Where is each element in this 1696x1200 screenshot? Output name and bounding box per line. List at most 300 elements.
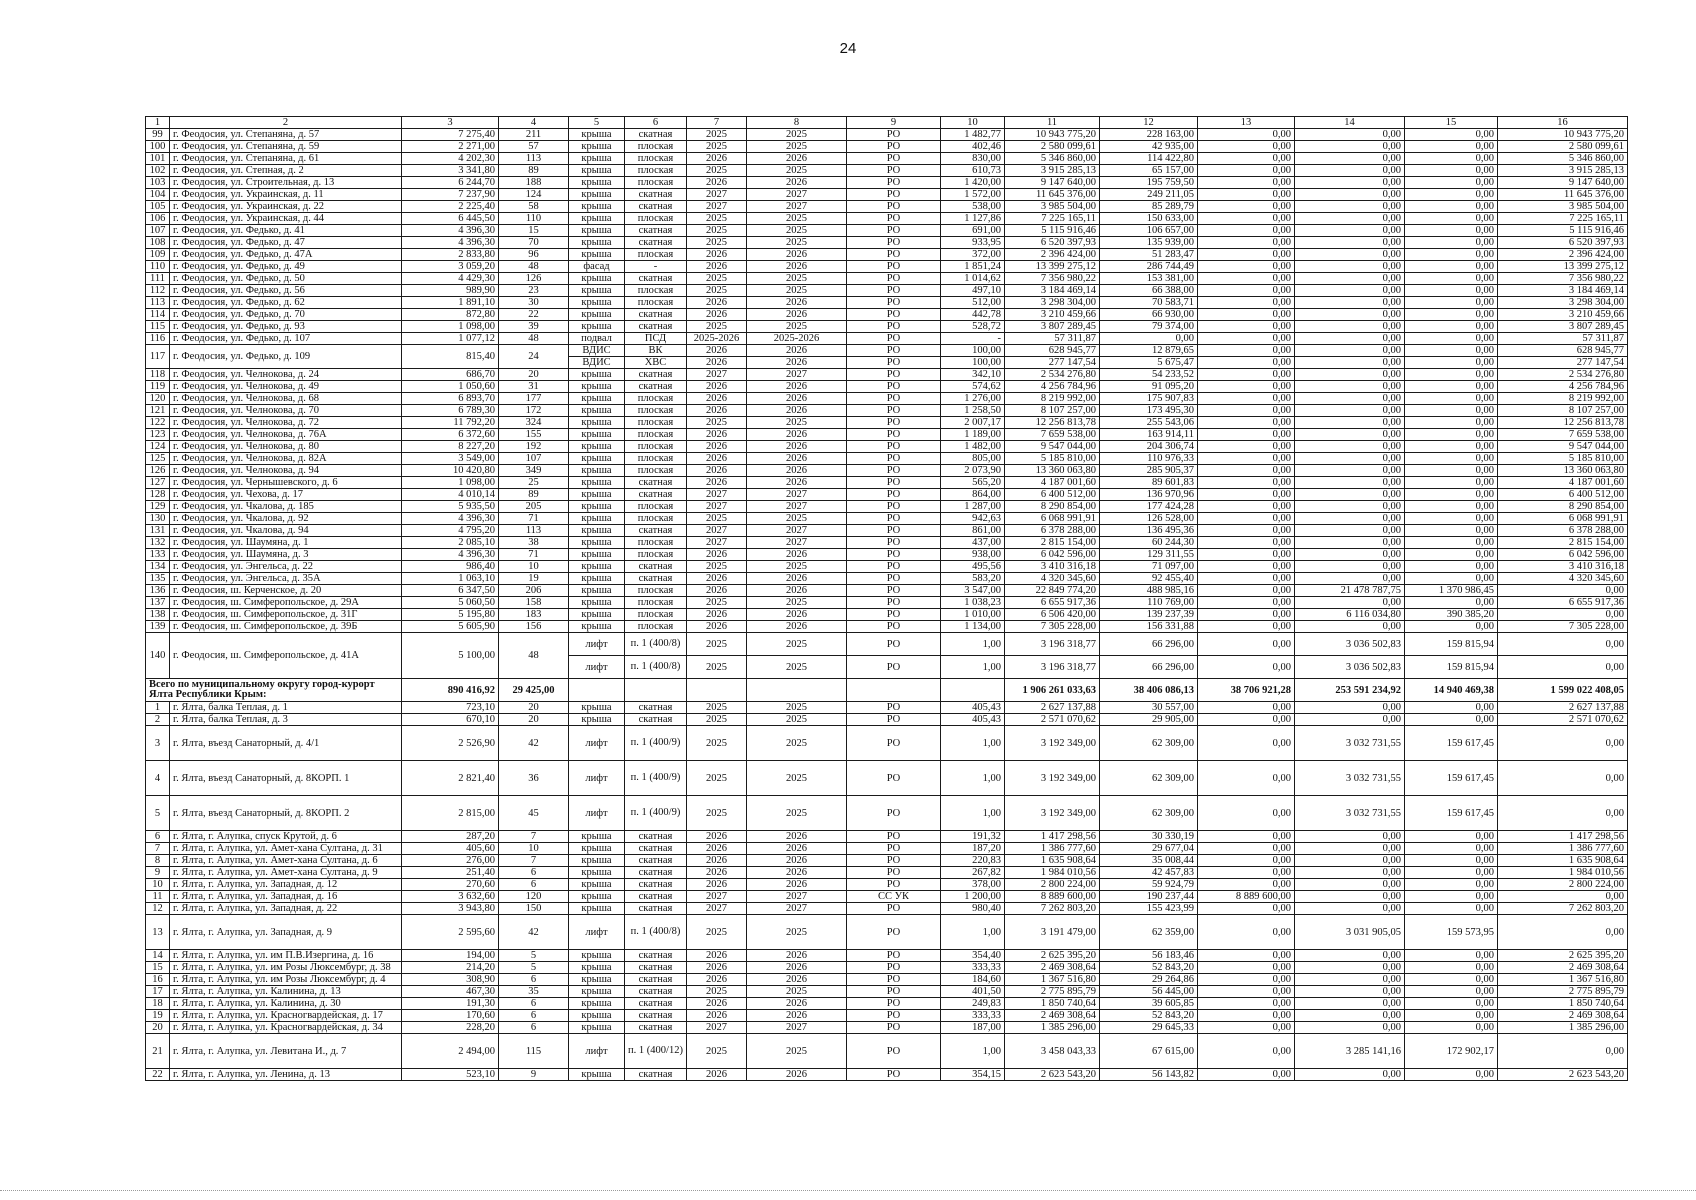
table-cell: РО <box>847 369 941 381</box>
table-cell: 12 <box>1100 117 1198 129</box>
table-cell: 0,00 <box>1198 573 1295 585</box>
table-cell: РО <box>847 345 941 357</box>
table-cell: 0,00 <box>1498 656 1628 679</box>
table-row <box>146 1010 1628 1022</box>
table-cell: г. Феодосия, ул. Строительная, д. 13 <box>170 177 402 189</box>
table-cell: 2026 <box>747 381 847 393</box>
table-cell: 59 924,79 <box>1100 879 1198 891</box>
table-cell: РО <box>847 141 941 153</box>
table-cell: 115 <box>146 321 170 333</box>
table-cell: 205 <box>499 501 569 513</box>
table-cell: 2025 <box>687 561 747 573</box>
table-cell: 0,00 <box>1405 297 1498 309</box>
table-cell: 110 769,00 <box>1100 597 1198 609</box>
table-cell: 1,00 <box>941 915 1005 950</box>
table-cell: г. Феодосия, ш. Симферопольское, д. 29А <box>170 597 402 609</box>
table-cell: 2027 <box>747 501 847 513</box>
table-cell: 115 <box>499 1034 569 1069</box>
table-cell: 25 <box>499 477 569 489</box>
table-cell: крыша <box>569 213 625 225</box>
table-cell: 129 <box>146 501 170 513</box>
table-cell: 38 406 086,13 <box>1100 679 1198 702</box>
table-cell: РО <box>847 165 941 177</box>
table-cell: 2 469 308,64 <box>1498 1010 1628 1022</box>
table-cell: скатная <box>625 843 687 855</box>
table-cell: 2025 <box>687 633 747 656</box>
table-cell: 0,00 <box>1405 855 1498 867</box>
table-cell: 106 657,00 <box>1100 225 1198 237</box>
table-cell: 113 <box>146 297 170 309</box>
table-cell: г. Феодосия, ул. Федько, д. 56 <box>170 285 402 297</box>
table-row <box>146 950 1628 962</box>
table-cell: РО <box>847 855 941 867</box>
table-cell: 372,00 <box>941 249 1005 261</box>
table-cell: 1 038,23 <box>941 597 1005 609</box>
table-cell: 0,00 <box>1198 855 1295 867</box>
table-cell: 2026 <box>747 621 847 633</box>
table-cell: 7 659 538,00 <box>1005 429 1100 441</box>
table-cell: 220,83 <box>941 855 1005 867</box>
table-cell: 2026 <box>687 831 747 843</box>
table-cell: 574,62 <box>941 381 1005 393</box>
table-cell: 1 482,00 <box>941 441 1005 453</box>
table-cell: скатная <box>625 309 687 321</box>
table-cell: 1 287,00 <box>941 501 1005 513</box>
table-cell: 1 276,00 <box>941 393 1005 405</box>
table-cell: 0,00 <box>1198 225 1295 237</box>
table-row <box>146 393 1628 405</box>
table-cell: 150 633,00 <box>1100 213 1198 225</box>
table-cell: 3 192 349,00 <box>1005 796 1100 831</box>
table-cell: 0,00 <box>1295 501 1405 513</box>
table-cell: 0,00 <box>1295 962 1405 974</box>
table-cell: РО <box>847 1010 941 1022</box>
table-row <box>146 297 1628 309</box>
table-cell: 3 943,80 <box>402 903 499 915</box>
table-cell: 135 939,00 <box>1100 237 1198 249</box>
table-cell: 0,00 <box>1295 369 1405 381</box>
table-cell: г. Феодосия, ул. Челнокова, д. 49 <box>170 381 402 393</box>
table-cell: плоская <box>625 417 687 429</box>
table-cell: 0,00 <box>1198 189 1295 201</box>
table-cell: 2 815 154,00 <box>1005 537 1100 549</box>
table-cell: 79 374,00 <box>1100 321 1198 333</box>
table-cell: 1 850 740,64 <box>1498 998 1628 1010</box>
table-cell: 1 200,00 <box>941 891 1005 903</box>
table-cell: 2025 <box>687 273 747 285</box>
table-cell: 0,00 <box>1295 285 1405 297</box>
table-cell: г. Феодосия, ул. Челнокова, д. 82А <box>170 453 402 465</box>
table-cell: 2026 <box>747 879 847 891</box>
table-cell: 6 655 917,36 <box>1005 597 1100 609</box>
table-cell: г. Феодосия, ул. Челнокова, д. 68 <box>170 393 402 405</box>
table-cell: РО <box>847 561 941 573</box>
table-cell: 3 <box>146 726 170 761</box>
table-cell: 0,00 <box>1198 285 1295 297</box>
table-cell: РО <box>847 1069 941 1081</box>
capital-repair-register-table <box>145 116 1628 1081</box>
table-cell: 2026 <box>687 249 747 261</box>
table-cell: г. Феодосия, ул. Челнокова, д. 80 <box>170 441 402 453</box>
table-row <box>146 1034 1628 1069</box>
table-cell: 62 309,00 <box>1100 726 1198 761</box>
table-cell: скатная <box>625 321 687 333</box>
table-cell: 0,00 <box>1498 1034 1628 1069</box>
table-cell: 2026 <box>747 465 847 477</box>
table-cell: 2 775 895,79 <box>1005 986 1100 998</box>
table-cell: 30 <box>499 297 569 309</box>
table-cell: 1 385 296,00 <box>1005 1022 1100 1034</box>
table-cell: 118 <box>146 369 170 381</box>
table-cell: 0,00 <box>1198 831 1295 843</box>
page-number: 24 <box>839 40 857 57</box>
table-cell: 6 116 034,80 <box>1295 609 1405 621</box>
table-cell: скатная <box>625 974 687 986</box>
table-cell: 4 396,30 <box>402 237 499 249</box>
table-cell: 155 423,99 <box>1100 903 1198 915</box>
table-cell: 0,00 <box>1295 843 1405 855</box>
table-cell: 0,00 <box>1295 831 1405 843</box>
table-cell: 7 262 803,20 <box>1005 903 1100 915</box>
table-cell: 35 <box>499 986 569 998</box>
table-row <box>146 489 1628 501</box>
table-cell: г. Феодосия, ул. Степаняна, д. 59 <box>170 141 402 153</box>
table-cell: скатная <box>625 273 687 285</box>
table-row <box>146 573 1628 585</box>
table-cell: г. Ялта, г. Алупка, ул. Левитана И., д. 7 <box>170 1034 402 1069</box>
table-cell: 2025 <box>747 285 847 297</box>
table-cell: 8 107 257,00 <box>1005 405 1100 417</box>
table-cell: 2026 <box>747 962 847 974</box>
table-cell: скатная <box>625 573 687 585</box>
table-cell: 2027 <box>687 369 747 381</box>
table-cell: 0,00 <box>1405 429 1498 441</box>
table-row <box>146 891 1628 903</box>
table-cell: крыша <box>569 891 625 903</box>
table-cell: 342,10 <box>941 369 1005 381</box>
table-cell: 0,00 <box>1405 489 1498 501</box>
table-cell: 2026 <box>747 998 847 1010</box>
table-cell: 153 381,00 <box>1100 273 1198 285</box>
table-cell: 861,00 <box>941 525 1005 537</box>
table-cell: 1 258,50 <box>941 405 1005 417</box>
table-cell: 3 410 316,18 <box>1005 561 1100 573</box>
table-cell: 4 396,30 <box>402 513 499 525</box>
table-cell: 0,00 <box>1198 333 1295 345</box>
table-cell: 5 195,80 <box>402 609 499 621</box>
total-row <box>146 679 1628 702</box>
table-cell: крыша <box>569 165 625 177</box>
table-row <box>146 201 1628 213</box>
table-row <box>146 333 1628 345</box>
table-cell: 5 <box>569 117 625 129</box>
table-cell: 0,00 <box>1405 201 1498 213</box>
table-cell: РО <box>847 237 941 249</box>
table-cell: 62 359,00 <box>1100 915 1198 950</box>
table-cell: 0,00 <box>1405 986 1498 998</box>
table-cell: 9 <box>847 117 941 129</box>
table-cell: 0,00 <box>1198 273 1295 285</box>
table-cell: 4 396,30 <box>402 225 499 237</box>
table-cell: 2026 <box>687 974 747 986</box>
table-cell: 2 396 424,00 <box>1005 249 1100 261</box>
table-cell: 2027 <box>687 891 747 903</box>
table-cell: 1 077,12 <box>402 333 499 345</box>
table-cell: 39 <box>499 321 569 333</box>
table-cell: РО <box>847 831 941 843</box>
table-cell: 21 <box>146 1034 170 1069</box>
table-cell: скатная <box>625 867 687 879</box>
table-cell: 6 789,30 <box>402 405 499 417</box>
table-cell: 4 202,30 <box>402 153 499 165</box>
table-cell: 2026 <box>747 345 847 357</box>
table-cell: 2026 <box>747 974 847 986</box>
table-row <box>146 213 1628 225</box>
table-cell: 0,00 <box>1405 714 1498 726</box>
table-cell: 191,30 <box>402 998 499 1010</box>
table-cell: 2025-2026 <box>747 333 847 345</box>
table-cell: 2 627 137,88 <box>1498 702 1628 714</box>
table-cell: 2027 <box>747 1022 847 1034</box>
table-cell: 7 237,90 <box>402 189 499 201</box>
table-cell: 0,00 <box>1295 405 1405 417</box>
table-cell: 0,00 <box>1405 441 1498 453</box>
table-cell: 0,00 <box>1498 891 1628 903</box>
table-row <box>146 345 1628 357</box>
table-cell: г. Ялта, г. Алупка, ул. Западная, д. 22 <box>170 903 402 915</box>
table-cell: 2 225,40 <box>402 201 499 213</box>
table-cell: 137 <box>146 597 170 609</box>
table-cell: скатная <box>625 879 687 891</box>
table-cell: 13 360 063,80 <box>1498 465 1628 477</box>
table-cell: крыша <box>569 609 625 621</box>
table-cell: плоская <box>625 177 687 189</box>
table-cell: крыша <box>569 525 625 537</box>
table-cell: 0,00 <box>1405 597 1498 609</box>
table-cell: 0,00 <box>1405 249 1498 261</box>
table-cell: 3 985 504,00 <box>1005 201 1100 213</box>
table-row <box>146 405 1628 417</box>
table-cell: 17 <box>146 986 170 998</box>
table-cell: 0,00 <box>1198 477 1295 489</box>
table-cell: РО <box>847 477 941 489</box>
table-cell: 2025 <box>747 714 847 726</box>
table-cell: 24 <box>499 345 569 369</box>
table-cell: скатная <box>625 714 687 726</box>
table-cell: п. 1 (400/9) <box>625 726 687 761</box>
table-cell: 2026 <box>687 855 747 867</box>
table-cell: 2 085,10 <box>402 537 499 549</box>
table-cell: 2026 <box>747 405 847 417</box>
table-cell: плоская <box>625 297 687 309</box>
table-cell: 2025 <box>747 986 847 998</box>
table-cell: 110 <box>146 261 170 273</box>
table-cell: 16 <box>146 974 170 986</box>
table-cell: 121 <box>146 405 170 417</box>
table-cell: 103 <box>146 177 170 189</box>
table-cell: 8 227,20 <box>402 441 499 453</box>
table-cell: 107 <box>499 453 569 465</box>
table-cell: 57 <box>499 141 569 153</box>
table-cell: 9 <box>146 867 170 879</box>
table-cell: 11 792,20 <box>402 417 499 429</box>
table-cell: 583,20 <box>941 573 1005 585</box>
table-cell: п. 1 (400/9) <box>625 796 687 831</box>
table-cell: 158 <box>499 597 569 609</box>
table-cell: 2026 <box>747 831 847 843</box>
table-cell: 10 <box>499 843 569 855</box>
table-cell: 56 445,00 <box>1100 986 1198 998</box>
table-cell: 2 595,60 <box>402 915 499 950</box>
table-cell: 512,00 <box>941 297 1005 309</box>
table-cell: 3 410 316,18 <box>1498 561 1628 573</box>
table-cell: РО <box>847 843 941 855</box>
table-cell: СС УК <box>847 891 941 903</box>
table-cell: 5 060,50 <box>402 597 499 609</box>
table-cell: п. 1 (400/12) <box>625 1034 687 1069</box>
table-cell: 3 210 459,66 <box>1498 309 1628 321</box>
table-cell: 0,00 <box>1295 465 1405 477</box>
table-cell: плоская <box>625 549 687 561</box>
table-cell: скатная <box>625 950 687 962</box>
table-cell: крыша <box>569 273 625 285</box>
table-cell: РО <box>847 417 941 429</box>
table-cell: 2 571 070,62 <box>1005 714 1100 726</box>
table-cell: 2025-2026 <box>687 333 747 345</box>
table-cell: скатная <box>625 525 687 537</box>
table-cell: г. Ялта, г. Алупка, ул. Западная, д. 9 <box>170 915 402 950</box>
table-cell: г. Феодосия, ш. Симферопольское, д. 41А <box>170 633 402 679</box>
table-cell: 2025 <box>687 761 747 796</box>
table-cell: 0,00 <box>1295 998 1405 1010</box>
table-cell: 3 210 459,66 <box>1005 309 1100 321</box>
table-cell: 2026 <box>747 357 847 369</box>
table-cell: 156 <box>499 621 569 633</box>
table-cell: ВДИС <box>569 345 625 357</box>
table-cell: 30 557,00 <box>1100 702 1198 714</box>
table-cell: 0,00 <box>1405 1010 1498 1022</box>
table-cell: 989,90 <box>402 285 499 297</box>
table-cell: г. Феодосия, ул. Федько, д. 109 <box>170 345 402 369</box>
table-cell: 156 331,88 <box>1100 621 1198 633</box>
table-cell: крыша <box>569 549 625 561</box>
table-cell: 7 305 228,00 <box>1005 621 1100 633</box>
table-row <box>146 177 1628 189</box>
table-cell: 0,00 <box>1405 405 1498 417</box>
table-cell: п. 1 (400/8) <box>625 633 687 656</box>
table-cell: 0,00 <box>1405 537 1498 549</box>
table-cell: 488 985,16 <box>1100 585 1198 597</box>
table-cell: 354,40 <box>941 950 1005 962</box>
table-cell: скатная <box>625 369 687 381</box>
table-cell: 938,00 <box>941 549 1005 561</box>
table-cell: 2026 <box>687 609 747 621</box>
table-row <box>146 129 1628 141</box>
table-cell: плоская <box>625 153 687 165</box>
table-cell: 0,00 <box>1405 393 1498 405</box>
table-cell: 19 <box>499 573 569 585</box>
table-cell: 42 <box>499 915 569 950</box>
table-cell: 2027 <box>747 489 847 501</box>
table-cell: 89 <box>499 165 569 177</box>
table-cell: скатная <box>625 998 687 1010</box>
table-cell: ХВС <box>625 357 687 369</box>
table-cell: 0,00 <box>1295 321 1405 333</box>
table-row <box>146 477 1628 489</box>
table-cell: 71 <box>499 549 569 561</box>
table-cell: 0,00 <box>1405 345 1498 357</box>
table-row <box>146 903 1628 915</box>
table-cell: крыша <box>569 855 625 867</box>
table-cell: г. Ялта, г. Алупка, спуск Крутой, д. 6 <box>170 831 402 843</box>
table-row <box>146 549 1628 561</box>
table-cell: плоская <box>625 429 687 441</box>
table-cell: 2025 <box>687 129 747 141</box>
table-cell: скатная <box>625 225 687 237</box>
table-cell: скатная <box>625 903 687 915</box>
table-cell: 100 <box>146 141 170 153</box>
table-cell: 2026 <box>747 297 847 309</box>
table-cell: РО <box>847 537 941 549</box>
table-cell: 6 244,70 <box>402 177 499 189</box>
table-cell: 2025 <box>747 915 847 950</box>
table-cell: крыша <box>569 405 625 417</box>
table-cell: 6 655 917,36 <box>1498 597 1628 609</box>
table-cell: 0,00 <box>1198 237 1295 249</box>
table-cell: 0,00 <box>1198 621 1295 633</box>
table-cell: РО <box>847 201 941 213</box>
table-cell: 1 050,60 <box>402 381 499 393</box>
table-cell: 0,00 <box>1295 153 1405 165</box>
table-cell: 686,70 <box>402 369 499 381</box>
table-cell: 2025 <box>687 597 747 609</box>
table-cell: 0,00 <box>1405 333 1498 345</box>
table-cell: 2026 <box>687 1069 747 1081</box>
table-cell: 2 <box>146 714 170 726</box>
table-cell: 0,00 <box>1405 1022 1498 1034</box>
table-cell: 0,00 <box>1198 549 1295 561</box>
table-cell: 1 370 986,45 <box>1405 585 1498 597</box>
table-cell: 20 <box>499 702 569 714</box>
table-cell: 71 <box>499 513 569 525</box>
table-cell: РО <box>847 702 941 714</box>
table-cell: 96 <box>499 249 569 261</box>
table-cell: 0,00 <box>1405 453 1498 465</box>
table-cell: 4 256 784,96 <box>1498 381 1628 393</box>
table-cell: 58 <box>499 201 569 213</box>
page-bottom-edge <box>0 1190 1696 1191</box>
table-cell: 2026 <box>687 465 747 477</box>
table-cell: крыша <box>569 867 625 879</box>
table-row <box>146 867 1628 879</box>
table-cell: 2026 <box>747 261 847 273</box>
table-cell-empty <box>569 679 625 702</box>
table-cell: крыша <box>569 369 625 381</box>
table-cell: 2027 <box>747 903 847 915</box>
table-cell: 349 <box>499 465 569 477</box>
table-cell: 62 309,00 <box>1100 761 1198 796</box>
table-cell: 0,00 <box>1498 761 1628 796</box>
table-cell: г. Ялта, г. Алупка, ул. Западная, д. 12 <box>170 879 402 891</box>
table-row <box>146 702 1628 714</box>
table-cell: крыша <box>569 714 625 726</box>
table-cell: 9 147 640,00 <box>1498 177 1628 189</box>
table-cell: 333,33 <box>941 962 1005 974</box>
table-cell: 92 455,40 <box>1100 573 1198 585</box>
table-cell: 0,00 <box>1198 609 1295 621</box>
table-cell: 0,00 <box>1198 726 1295 761</box>
table-cell: 140 <box>146 633 170 679</box>
